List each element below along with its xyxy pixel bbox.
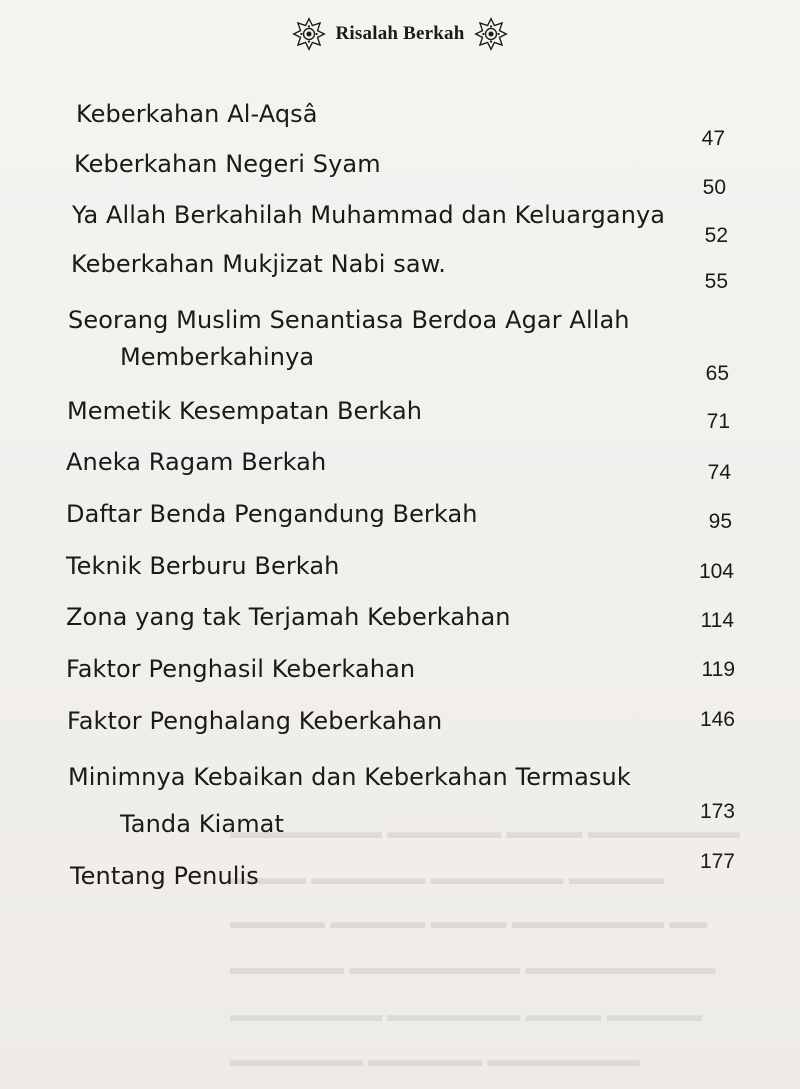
running-header-title: Risalah Berkah [335,23,465,44]
toc-entry-title: Tentang Penulis [70,862,259,890]
flower-ornament-icon [474,17,508,51]
bleed-through-line: ▬▬▬▬▬▬▬▬ ▬▬▬▬▬▬ ▬▬▬▬ ▬▬▬▬▬▬▬▬ [230,822,740,843]
toc-entry-title: Aneka Ragam Berkah [66,448,327,476]
bleed-through-line: ▬▬▬▬▬▬▬▬ ▬▬▬▬▬▬▬ ▬▬▬▬ ▬▬▬▬▬ [230,1005,702,1026]
toc-entry-continuation: Tanda Kiamat [120,810,284,838]
toc-entry-page: 55 [704,270,728,293]
bleed-through-line: ▬▬▬▬ ▬▬▬▬▬▬ ▬▬▬▬▬▬▬ ▬▬▬▬▬ [230,868,664,889]
toc-entry-page: 71 [706,410,730,433]
toc-entry-page: 173 [699,800,735,823]
bleed-through-line: ▬▬▬▬▬▬ ▬▬▬▬▬▬▬▬▬ ▬▬▬▬▬▬▬▬▬▬ [230,958,716,979]
toc-entry-title: Zona yang tak Terjamah Keberkahan [66,603,511,631]
toc-entry-title: Ya Allah Berkahilah Muhammad dan Keluarganya [72,201,666,229]
toc-entry-page: 74 [707,461,731,484]
toc-entry-page: 50 [702,176,726,199]
bleed-through-line: ▬▬▬▬▬ ▬▬▬▬▬ ▬▬▬▬ ▬▬▬▬▬▬▬▬ ▬▬ [230,912,708,933]
toc-entry-title: Minimnya Kebaikan dan Keberkahan Termasuk [68,763,631,791]
toc-entry-page: 95 [708,510,732,533]
toc-entry-title: Keberkahan Al-Aqsâ [76,100,318,128]
flower-ornament-icon [292,17,326,51]
toc-entry-page: 146 [699,708,735,731]
toc-entry-page: 119 [701,658,735,681]
toc-entry-title: Keberkahan Mukjizat Nabi saw. [71,250,446,278]
toc-entry-page: 65 [705,362,729,385]
toc-entry-title: Keberkahan Negeri Syam [74,150,381,178]
toc-entry-page: 52 [704,224,728,247]
toc-entry-title: Daftar Benda Pengandung Berkah [66,500,478,528]
bleed-through-line: ▬▬▬▬▬▬▬ ▬▬▬▬▬▬ ▬▬▬▬▬▬▬▬ [230,1050,640,1071]
toc-entry-page: 47 [701,127,725,150]
toc-entry-title: Seorang Muslim Senantiasa Berdoa Agar Allah [68,306,630,334]
running-header [0,14,800,54]
toc-entry-title: Memetik Kesempatan Berkah [67,397,423,425]
toc-entry-continuation: Memberkahinya [120,343,315,371]
toc-entry-title: Teknik Berburu Berkah [66,552,340,580]
toc-entry-title: Faktor Penghalang Keberkahan [67,707,443,735]
toc-entry-page: 114 [700,609,734,632]
toc-entry-page: 177 [699,850,735,873]
toc-entry-title: Faktor Penghasil Keberkahan [66,655,416,683]
toc-entry-page: 104 [698,560,734,583]
